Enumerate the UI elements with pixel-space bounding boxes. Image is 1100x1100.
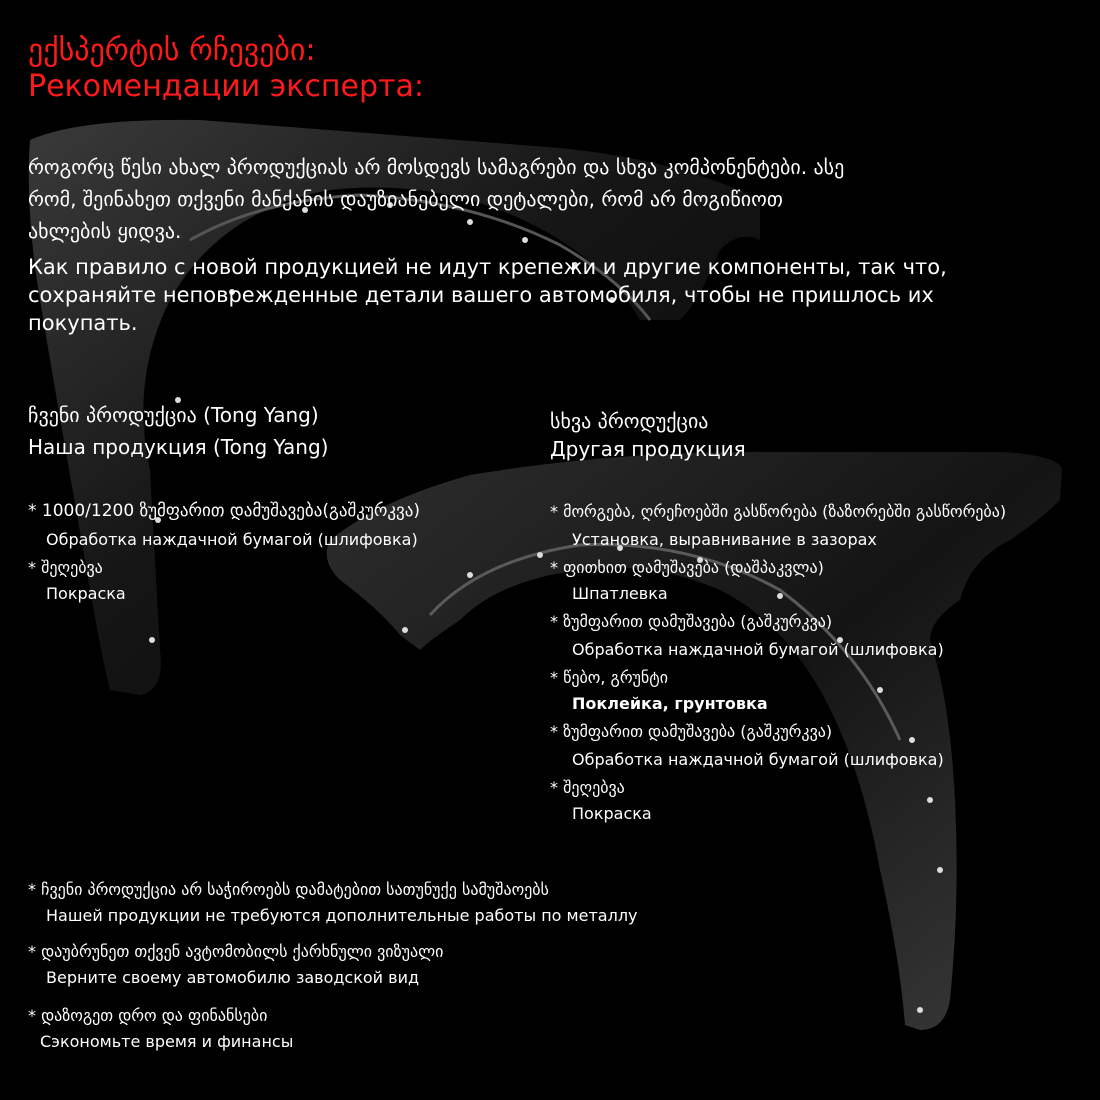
- ours-title-ru: Наша продукция (Tong Yang): [28, 435, 329, 459]
- intro-ru-line2: сохраняйте неповрежденные детали вашего автомобиля, чтобы не пришлось их: [28, 283, 934, 307]
- others-title-ru: Другая продукция: [550, 437, 746, 461]
- benefit-3-ka: * დაზოგეთ დრო და ფინანსები: [28, 1006, 268, 1025]
- others-item-3-ka: * ზუმფარით დამუშავება (გაშკურკვა): [550, 612, 833, 631]
- ours-item-2-ru: Покраска: [46, 584, 126, 603]
- intro-ka-line1: როგორც წესი ახალ პროდუქციას არ მოსდევს სამაგრები და სხვა კომპონენტები. ასე: [28, 155, 845, 179]
- ours-title-ka: ჩვენი პროდუქცია (Tong Yang): [28, 403, 319, 427]
- benefit-2-ru: Верните своему автомобилю заводской вид: [46, 968, 420, 987]
- heading-ka: ექსპერტის რჩევები:: [28, 33, 316, 68]
- others-item-2-ru: Шпатлевка: [572, 584, 668, 603]
- intro-ka-line3: ახლების ყიდვა.: [28, 219, 182, 243]
- heading-ru: Рекомендации эксперта:: [28, 69, 424, 104]
- benefit-2-ka: * დაუბრუნეთ თქვენ ავტომობილს ქარხნული ვიზუალი: [28, 942, 444, 961]
- others-item-3-ru: Обработка наждачной бумагой (шлифовка): [572, 640, 944, 659]
- others-item-5-ka: * ზუმფარით დამუშავება (გაშკურკვა): [550, 722, 833, 741]
- benefit-1-ru: Нашей продукции не требуются дополнительные работы по металлу: [46, 906, 638, 925]
- ours-item-1-ka: * 1000/1200 ზუმფარით დამუშავება(გაშკურკვა): [28, 501, 421, 521]
- others-item-2-ka: * ფითხით დამუშავება (დაშპაკვლა): [550, 558, 824, 577]
- others-title-ka: სხვა პროდუქცია: [550, 409, 709, 433]
- benefit-3-ru: Сэкономьте время и финансы: [40, 1032, 294, 1051]
- others-item-1-ru: Установка, выравнивание в зазорах: [572, 530, 877, 549]
- others-item-4-ru: Поклейка, грунтовка: [572, 694, 768, 713]
- ours-item-2-ka: * შეღებვა: [28, 558, 103, 577]
- ours-item-1-ru: Обработка наждачной бумагой (шлифовка): [46, 530, 418, 549]
- intro-ka-line2: რომ, შეინახეთ თქვენი მანქანის დაუზიანებელი დეტალები, რომ არ მოგიწიოთ: [28, 187, 783, 211]
- benefit-1-ka: * ჩვენი პროდუქცია არ საჭიროებს დამატებით სათუნუქე სამუშაოებს: [28, 880, 549, 899]
- intro-ru-line3: покупать.: [28, 311, 138, 335]
- others-item-6-ru: Покраска: [572, 804, 652, 823]
- intro-ru-line1: Как правило с новой продукцией не идут крепежи и другие компоненты, так что,: [28, 255, 947, 279]
- others-item-4-ka: * წებო, გრუნტი: [550, 668, 669, 687]
- others-item-1-ka: * მორგება, ღრეჩოებში გასწორება (ზაზორებში გასწორება): [550, 502, 1007, 521]
- others-item-6-ka: * შეღებვა: [550, 778, 625, 797]
- others-item-5-ru: Обработка наждачной бумагой (шлифовка): [572, 750, 944, 769]
